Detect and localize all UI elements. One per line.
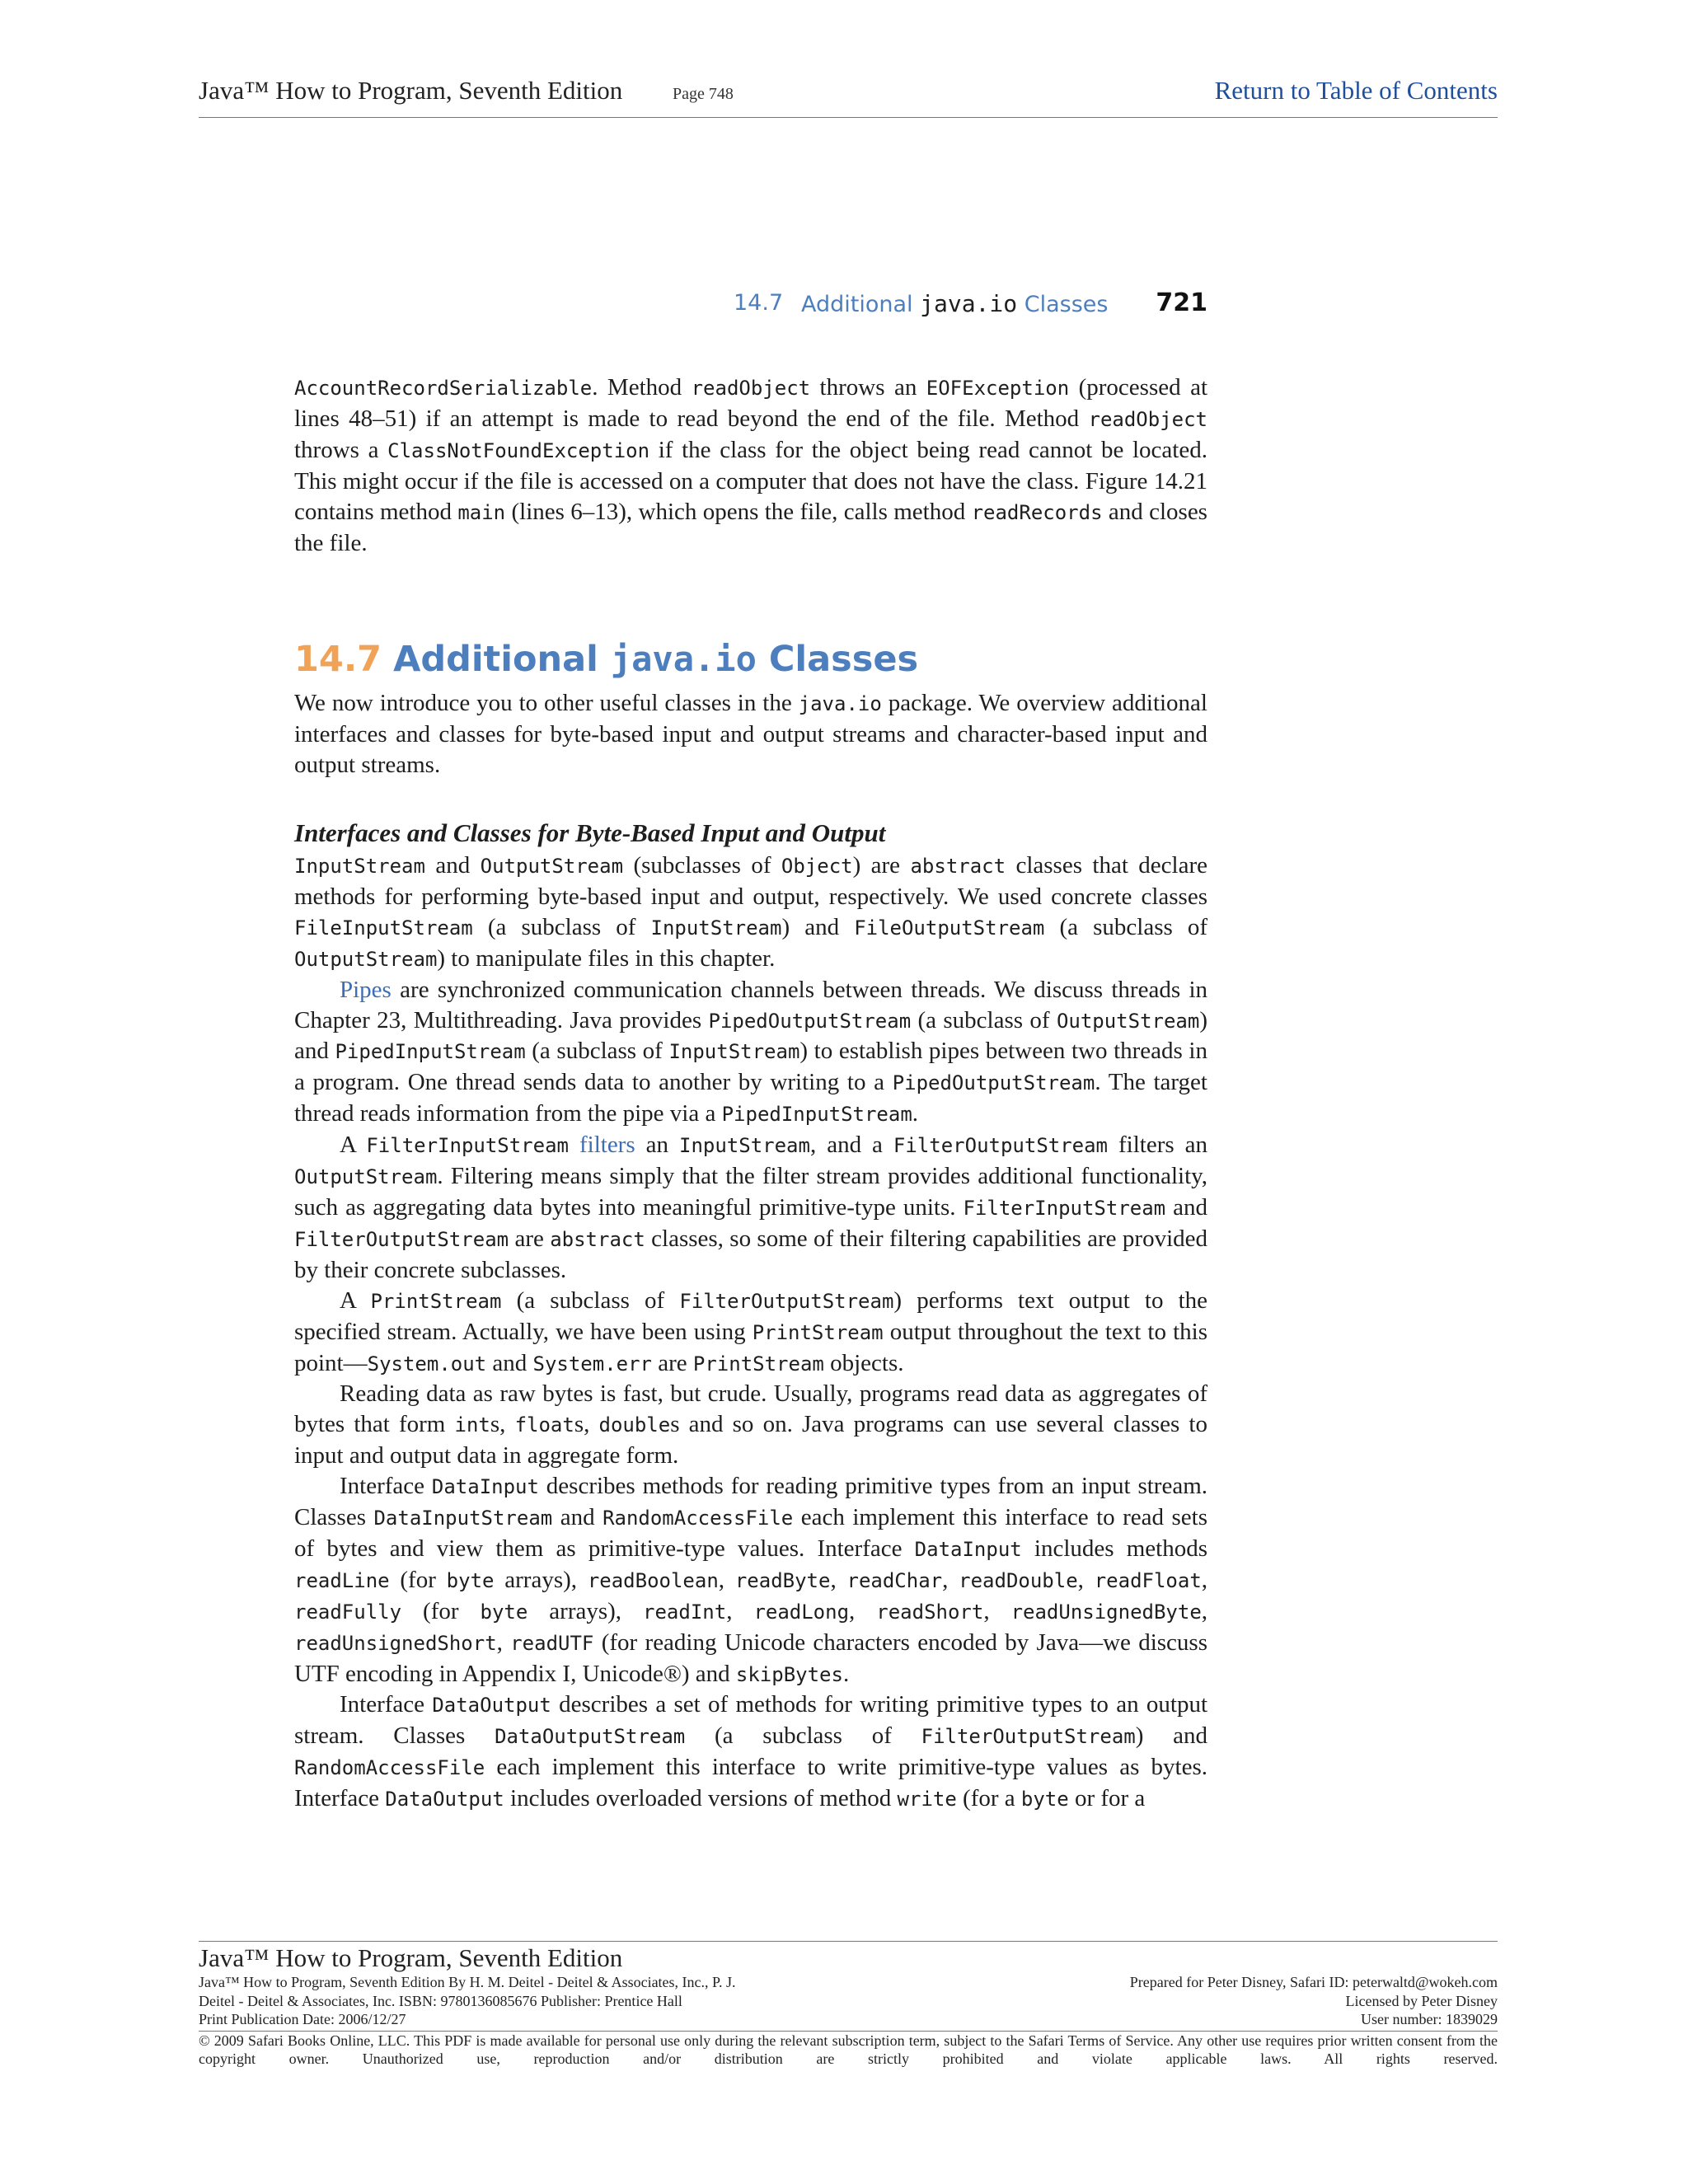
section-number: 14.7 [294, 639, 382, 680]
section-title: Additional java.io Classes [393, 639, 919, 680]
section-heading [294, 639, 918, 680]
running-head-title: Additional java.io Classes [801, 290, 1109, 317]
page-label: Page 748 [673, 85, 734, 103]
paragraph-raw-bytes: Reading data as raw bytes is fast, but crude. Usually, programs read data as aggregates of bytes that form ints, floats, doubles and so on. Java programs can use several classes to input and output data in aggregate form. [294, 1380, 1207, 1469]
running-head-section-number: 14.7 [734, 290, 784, 316]
body-text [294, 851, 1207, 1815]
page-footer [199, 1941, 1498, 2069]
footer-user-number: User number: 1839029 [1361, 2011, 1498, 2027]
footer-copyright: © 2009 Safari Books Online, LLC. This PDF is made available for personal use only during the relevant subscription term, subject to the Safari Terms of Service. Any other use requires prior written consent from the copyright owner. Unauthorized use, reproduction and/or distribution are strictly prohibited and violate applicable laws. All rights reserved. [199, 2032, 1498, 2067]
section-intro-paragraph: We now introduce you to other useful classes in the java.io package. We overview additional interfaces and classes for byte-based input and output streams and character-based input and output streams. [294, 690, 1207, 778]
paragraph-dataoutput: Interface DataOutput describes a set of methods for writing primitive types to an output stream. Classes DataOutputStream (a subclass of FilterOutputStream) and RandomAccessFile each implement this interface to write primitive-type values as bytes. Interface DataOutput includes overloaded versions of method write (for a byte or for a [294, 1691, 1208, 1812]
page-header [199, 76, 1498, 118]
return-to-toc-link[interactable]: Return to Table of Contents [1214, 76, 1498, 105]
footer-prepared-for: Prepared for Peter Disney, Safari ID: peterwaltd@wokeh.com [1129, 1974, 1498, 1990]
footer-row [199, 2010, 1498, 2029]
footer-divider [199, 1941, 1498, 1942]
footer-row [199, 1992, 1498, 2011]
footer-book-title: Java™ How to Program, Seventh Edition [199, 1943, 623, 1972]
keyword-filters: filters [579, 1132, 635, 1159]
paragraph-pipes: Pipes are synchronized communication channels between threads. We discuss threads in Chapter 23, Multithreading. Java provides PipedOutputStream (a subclass of OutputStream) and PipedInputStream (a subclass of InputStream) to establish pipes between two threads in a program. One thread sends data to another by writing to a PipedOutputStream. The target thread reads information from the pipe via a PipedInputStream. [294, 976, 1207, 1127]
paragraph-datainput: Interface DataInput describes methods for reading primitive types from an input stream. Classes DataInputStream and RandomAccessFile each implement this interface to read sets of bytes and view them as primitive-type values. Interface DataInput includes methods readLine (for byte arrays), readBoolean, readByte, readChar, readDouble, readFloat, readFully (for byte arrays), readInt, readLong, readShort, readUnsignedByte, readUnsignedShort, readUTF (for reading Unicode characters encoded by Java—we discuss UTF encoding in Appendix I, Unicode®) and skipBytes. [294, 1473, 1208, 1687]
footer-authors: Java™ How to Program, Seventh Edition By H. M. Deitel - Deitel & Associates, Inc., P. J. [199, 1974, 736, 1990]
paragraph-byte-streams: InputStream and OutputStream (subclasses of Object) are abstract classes that declare methods for performing byte-based input and output, respectively. We used concrete classes FileInputStream (a subclass of InputStream) and FileOutputStream (a subclass of OutputStream) to manipulate files in this chapter. [294, 852, 1208, 972]
paragraph-continuation: AccountRecordSerializable. Method readObject throws an EOFException (processed at lines 48–51) if an attempt is made to read beyond the end of the file. Method readObject throws a ClassNotFoundException if the class for the object being read cannot be located. This might occur if the file is accessed on a computer that does not have the class. Figure 14.21 contains method main (lines 6–13), which opens the file, calls method readRecords and closes the file. [294, 374, 1207, 556]
book-page-number: 721 [1156, 288, 1207, 317]
book-title: Java™ How to Program, Seventh Edition [199, 76, 623, 105]
footer-row [199, 1973, 1498, 1992]
footer-publisher: Deitel - Deitel & Associates, Inc. ISBN: 9780136085676 Publisher: Prentice Hall [199, 1992, 682, 2009]
running-head [734, 288, 1207, 325]
paragraph-filter-streams: A FilterInputStream filters an InputStream, and a FilterOutputStream filters an OutputStream. Filtering means simply that the filter stream provides additional functionality, such as aggregating data bytes into meaningful primitive-type units. FilterInputStream and FilterOutputStream are abstract classes, so some of their filtering capabilities are provided by their concrete subclasses. [294, 1132, 1208, 1283]
subsection-heading: Interfaces and Classes for Byte-Based Input and Output [294, 818, 886, 847]
footer-license: Licensed by Peter Disney [1345, 1992, 1498, 2009]
footer-publication-date: Print Publication Date: 2006/12/27 [199, 2011, 406, 2027]
paragraph-printstream: A PrintStream (a subclass of FilterOutputStream) performs text output to the specified stream. Actually, we have been using PrintStream output throughout the text to this point—System.out and System.err are PrintStream objects. [294, 1286, 1207, 1376]
keyword-pipes: Pipes [340, 976, 392, 1003]
